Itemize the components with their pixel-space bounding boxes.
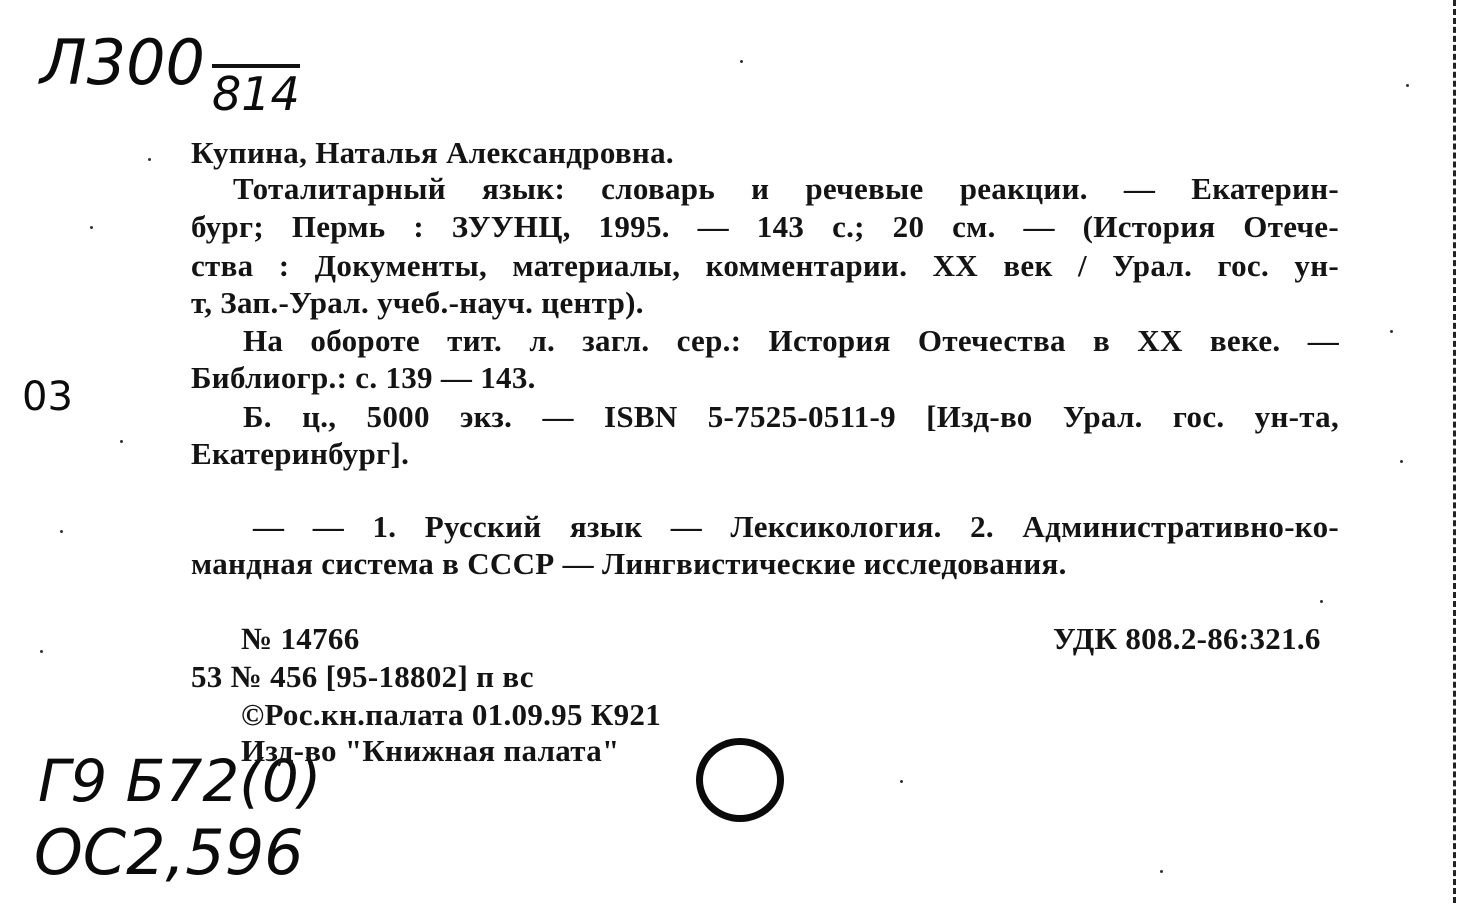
scan-speck xyxy=(1390,330,1393,333)
udc-code: УДК 808.2-86:321.6 xyxy=(1053,621,1321,656)
handwritten-top-fraction: 814 xyxy=(212,64,300,120)
handwritten-bottom-code-1: Г9 Б72(0) xyxy=(38,747,322,815)
subjects-line-2: мандная система в СССР — Лингвистические исследования. xyxy=(191,546,1067,581)
scan-speck xyxy=(900,780,903,783)
scan-speck xyxy=(1320,600,1323,603)
scan-speck xyxy=(1406,84,1409,87)
handwritten-margin-mark: 03 xyxy=(22,374,73,420)
card-edge-border xyxy=(1453,0,1462,903)
publisher-line: Изд-во "Книжная палата" xyxy=(241,733,620,768)
note-line-2: Библиогр.: с. 139 — 143. xyxy=(191,360,536,395)
title-line-2: бург; Пермь : ЗУУНЦ, 1995. — 143 с.; 20 см. — (История Отече- xyxy=(191,209,1339,244)
price-isbn-line-1: Б. ц., 5000 экз. — ISBN 5-7525-0511-9 [Изд-во Урал. гос. ун-та, xyxy=(243,399,1339,434)
handwritten-top-code: Л300 xyxy=(40,26,205,99)
catalog-number-line: 53 № 456 [95-18802] п вс xyxy=(191,659,534,694)
stamp-circle xyxy=(696,738,784,822)
copyright-line: ©Рос.кн.палата 01.09.95 К921 xyxy=(241,697,662,732)
scan-speck xyxy=(60,530,63,533)
title-line-1: Тоталитарный язык: словарь и речевые реакции. — Екатерин- xyxy=(233,171,1339,206)
author-heading: Купина, Наталья Александровна. xyxy=(191,135,674,170)
scan-speck xyxy=(740,60,743,63)
scan-speck xyxy=(1400,460,1403,463)
scan-speck xyxy=(1160,870,1163,873)
title-line-4: т, Зап.-Урал. учеб.-науч. центр). xyxy=(191,285,644,320)
price-isbn-line-2: Екатеринбург]. xyxy=(191,436,410,471)
title-line-3: ства : Документы, материалы, комментарии. XX век / Урал. гос. ун- xyxy=(191,248,1339,283)
scan-speck xyxy=(90,226,93,229)
record-number: № 14766 xyxy=(241,621,360,656)
scan-speck xyxy=(40,650,43,653)
note-line-1: На обороте тит. л. загл. сер.: История Отечества в XX веке. — xyxy=(243,323,1339,358)
handwritten-bottom-code-2: ОС2,596 xyxy=(34,816,304,889)
scan-speck xyxy=(120,440,123,443)
subjects-line-1: — — 1. Русский язык — Лексикология. 2. Административно-ко- xyxy=(253,509,1339,544)
scan-speck xyxy=(148,158,151,161)
